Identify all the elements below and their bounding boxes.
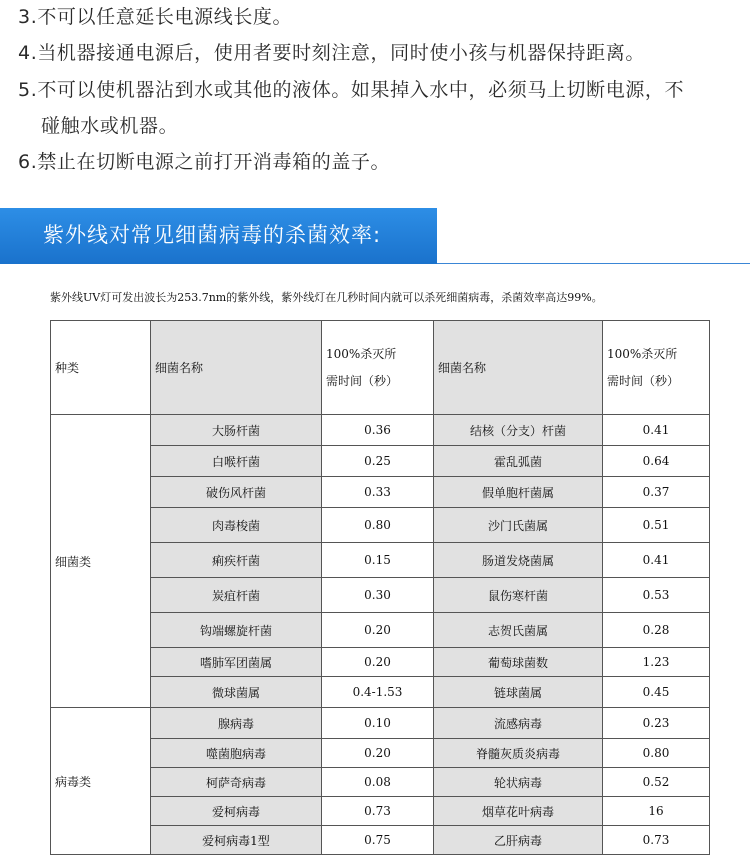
- virus-name: 轮状病毒: [434, 768, 603, 797]
- table-row: [51, 415, 710, 446]
- kill-time: 0.30: [322, 578, 434, 613]
- virus-name: 烟草花叶病毒: [434, 797, 603, 826]
- kill-time: 0.20: [322, 648, 434, 677]
- note-item-3: 3.不可以任意延长电源线长度。: [18, 6, 293, 28]
- kill-time: 0.75: [322, 826, 434, 855]
- header-time-1: [322, 321, 434, 415]
- kill-time: 0.37: [603, 477, 710, 508]
- kill-time: 0.41: [603, 415, 710, 446]
- bacteria-name: 假单胞杆菌属: [434, 477, 603, 508]
- kill-time: 0.80: [322, 508, 434, 543]
- bacteria-name: 痢疾杆菌: [151, 543, 322, 578]
- kill-time: 16: [603, 797, 710, 826]
- bacteria-name: 志贺氏菌属: [434, 613, 603, 648]
- kill-time: 0.73: [322, 797, 434, 826]
- bacteria-name: 结核（分支）杆菌: [434, 415, 603, 446]
- group-label-virus: 病毒类: [51, 708, 151, 855]
- kill-time: 0.08: [322, 768, 434, 797]
- banner-divider: [437, 263, 750, 264]
- header-time-2: [603, 321, 710, 415]
- kill-time: 0.20: [322, 739, 434, 768]
- header-time-1-line2: 需时间（秒）: [326, 373, 399, 388]
- header-type: 种类: [51, 321, 151, 415]
- virus-name: 流感病毒: [434, 708, 603, 739]
- table-header-row: [51, 321, 710, 415]
- kill-time: 0.4-1.53: [322, 677, 434, 708]
- kill-time: 0.53: [603, 578, 710, 613]
- kill-time: 0.36: [322, 415, 434, 446]
- kill-time: 0.10: [322, 708, 434, 739]
- kill-time: 0.23: [603, 708, 710, 739]
- bacteria-name: 沙门氏菌属: [434, 508, 603, 543]
- bacteria-name: 嗜肺军团菌属: [151, 648, 322, 677]
- bacteria-name: 微球菌属: [151, 677, 322, 708]
- kill-time: 0.41: [603, 543, 710, 578]
- bacteria-name: 葡萄球菌数: [434, 648, 603, 677]
- kill-time: 0.73: [603, 826, 710, 855]
- intro-text: 紫外线UV灯可发出波长为253.7nm的紫外线，紫外线灯在几秒时间内就可以杀死细菌病毒，杀菌效率高达99%。: [50, 291, 603, 304]
- note-item-5: 5.不可以使机器沾到水或其他的液体。如果掉入水中，必须马上切断电源，不: [18, 79, 685, 101]
- virus-name: 爱柯病毒: [151, 797, 322, 826]
- section-banner: [0, 208, 437, 264]
- bacteria-name: 钩端螺旋杆菌: [151, 613, 322, 648]
- virus-name: 噬菌胞病毒: [151, 739, 322, 768]
- bacteria-name: 大肠杆菌: [151, 415, 322, 446]
- bacteria-name: 肉毒梭菌: [151, 508, 322, 543]
- header-time-2-line2: 需时间（秒）: [607, 373, 680, 388]
- kill-time: 1.23: [603, 648, 710, 677]
- kill-time: 0.52: [603, 768, 710, 797]
- header-time-2-line1: 100%杀灭所: [607, 346, 678, 361]
- kill-time: 0.51: [603, 508, 710, 543]
- bacteria-name: 破伤风杆菌: [151, 477, 322, 508]
- bacteria-name: 炭疽杆菌: [151, 578, 322, 613]
- header-name-2: 细菌名称: [434, 321, 603, 415]
- table-row: [51, 708, 710, 739]
- bacteria-name: 鼠伤寒杆菌: [434, 578, 603, 613]
- note-item-4: 4.当机器接通电源后，使用者要时刻注意，同时使小孩与机器保持距离。: [18, 42, 645, 64]
- sterilization-table: [50, 320, 710, 855]
- bacteria-name: 链球菌属: [434, 677, 603, 708]
- virus-name: 乙肝病毒: [434, 826, 603, 855]
- kill-time: 0.45: [603, 677, 710, 708]
- kill-time: 0.15: [322, 543, 434, 578]
- kill-time: 0.33: [322, 477, 434, 508]
- note-item-5-continued: 碰触水或机器。: [41, 115, 179, 137]
- kill-time: 0.25: [322, 446, 434, 477]
- virus-name: 脊髓灰质炎病毒: [434, 739, 603, 768]
- note-item-6: 6.禁止在切断电源之前打开消毒箱的盖子。: [18, 151, 391, 173]
- kill-time: 0.80: [603, 739, 710, 768]
- header-name-1: 细菌名称: [151, 321, 322, 415]
- bacteria-name: 白喉杆菌: [151, 446, 322, 477]
- virus-name: 柯萨奇病毒: [151, 768, 322, 797]
- header-time-1-line1: 100%杀灭所: [326, 346, 397, 361]
- bacteria-name: 肠道发烧菌属: [434, 543, 603, 578]
- section-title: 紫外线对常见细菌病毒的杀菌效率:: [43, 223, 382, 247]
- group-label-bacteria: 细菌类: [51, 415, 151, 708]
- virus-name: 爱柯病毒1型: [151, 826, 322, 855]
- bacteria-name: 霍乱弧菌: [434, 446, 603, 477]
- virus-name: 腺病毒: [151, 708, 322, 739]
- kill-time: 0.28: [603, 613, 710, 648]
- kill-time: 0.64: [603, 446, 710, 477]
- kill-time: 0.20: [322, 613, 434, 648]
